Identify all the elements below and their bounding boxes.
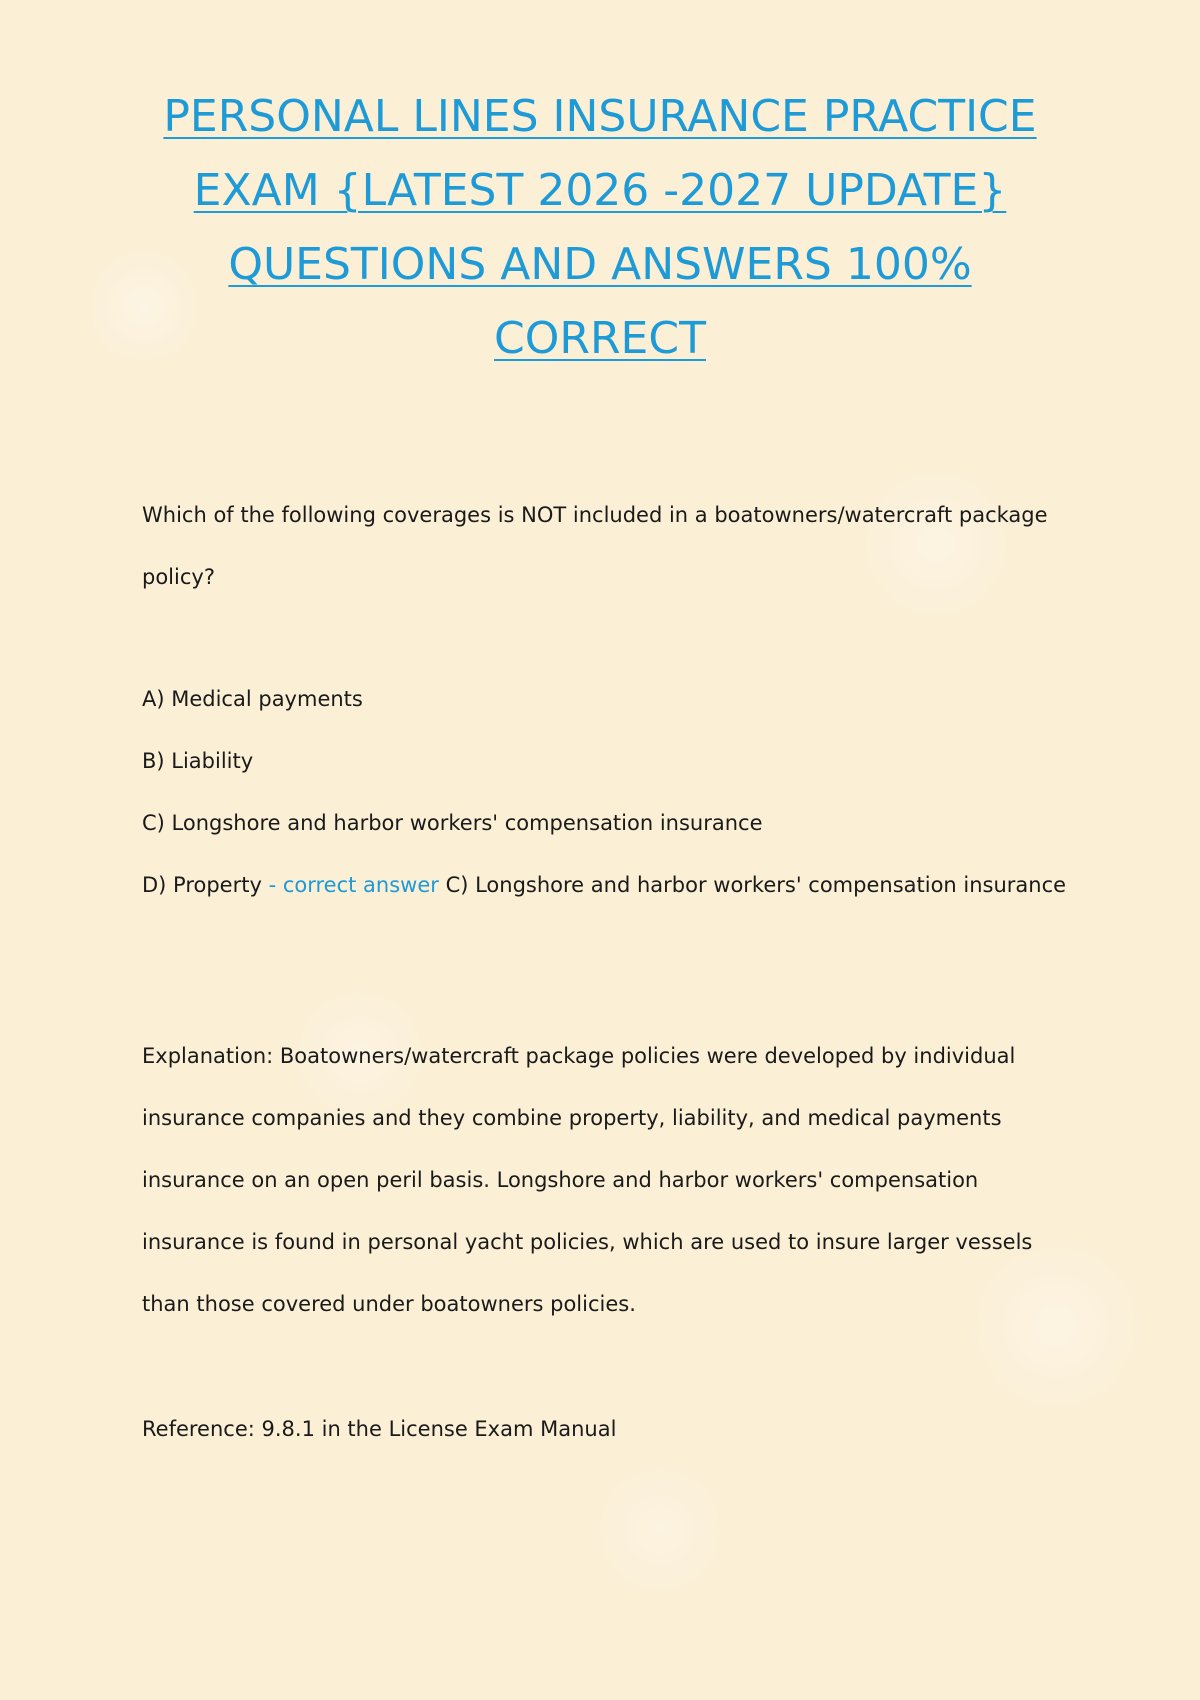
title-line-4[interactable] (140, 302, 1060, 376)
option-b: B) Liability (142, 749, 254, 773)
correct-answer-text: C) Longshore and harbor workers' compensation insurance (438, 873, 1067, 897)
title-line-2[interactable] (140, 154, 1060, 228)
title-line-2-text[interactable]: EXAM {LATEST 2026 -2027 UPDATE} (193, 165, 1007, 216)
title-line-1-text[interactable]: PERSONAL LINES INSURANCE PRACTICE (163, 91, 1037, 142)
explanation-text: Explanation: Boatowners/watercraft package policies were developed by individual insurance companies and they combine property, liability, and medical payments insurance on an open peril basis. Longshore and harbor workers' compensation insurance is found in personal yacht policies, which are used to insure larger vessels than those covered under boatowners policies. (142, 1044, 1033, 1316)
question-text: Which of the following coverages is NOT included in a boatowners/watercraft package policy? (142, 503, 1048, 589)
answer-options (142, 668, 1072, 916)
title-line-3-text[interactable]: QUESTIONS AND ANSWERS 100% (228, 239, 972, 290)
title-line-1[interactable] (140, 80, 1060, 154)
document-title[interactable] (140, 80, 1060, 376)
option-d-with-answer (142, 854, 1072, 916)
reference-text: Reference: 9.8.1 in the License Exam Manual (142, 1417, 617, 1441)
option-d: D) Property (142, 873, 262, 897)
correct-answer-tag: - correct answer (261, 873, 439, 897)
title-line-4-text[interactable]: CORRECT (494, 313, 706, 364)
option-c: C) Longshore and harbor workers' compensation insurance (142, 811, 763, 835)
option-a: A) Medical payments (142, 687, 363, 711)
title-line-3[interactable] (140, 228, 1060, 302)
